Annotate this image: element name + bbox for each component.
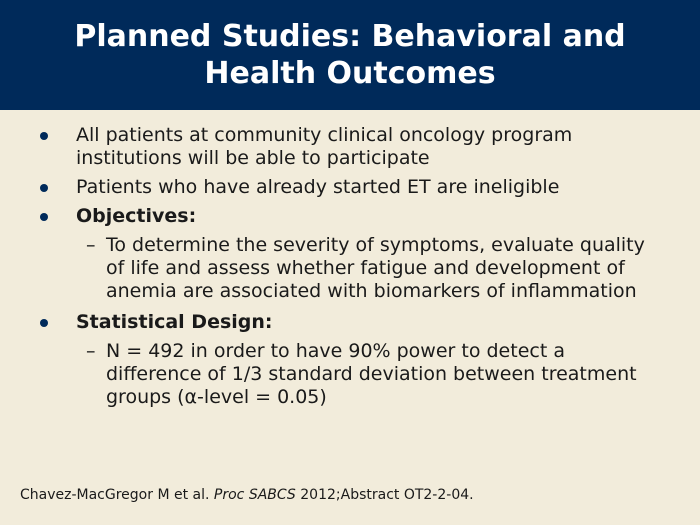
bullet-heading: Statistical Design: — [76, 311, 273, 333]
bullet-objectives — [0, 205, 700, 228]
citation-journal: Proc SABCS — [213, 487, 296, 503]
title-bar — [0, 0, 700, 110]
bullet-dot-icon — [40, 319, 48, 327]
bullet-text: All patients at community clinical oncology program institutions will be able to participate — [76, 124, 573, 169]
citation — [20, 486, 680, 504]
sub-bullet-statistical-design — [0, 340, 700, 409]
dash-icon: – — [86, 340, 96, 362]
bullet-heading: Objectives: — [76, 205, 197, 227]
sub-bullet-text: N = 492 in order to have 90% power to detect a difference of 1/3 standard deviation between treatment groups (α-level = 0.05) — [106, 340, 637, 408]
bullet-dot-icon — [40, 184, 48, 192]
bullet-ineligible — [0, 176, 700, 199]
bullet-statistical-design — [0, 311, 700, 334]
slide-content — [0, 124, 700, 417]
slide-title: Planned Studies: Behavioral and Health Outcomes — [74, 19, 626, 91]
sub-bullet-objectives — [0, 234, 700, 303]
citation-detail: 2012;Abstract OT2-2-04. — [300, 487, 474, 503]
sub-bullet-text: To determine the severity of symptoms, evaluate quality of life and assess whether fatigue and development of anemia are associated with biomarkers of inflammation — [106, 234, 645, 302]
bullet-dot-icon — [40, 132, 48, 140]
bullet-community-participation — [0, 124, 700, 170]
bullet-dot-icon — [40, 213, 48, 221]
bullet-text: Patients who have already started ET are ineligible — [76, 176, 560, 198]
dash-icon: – — [86, 234, 96, 256]
citation-authors: Chavez-MacGregor M et al. — [20, 487, 210, 503]
